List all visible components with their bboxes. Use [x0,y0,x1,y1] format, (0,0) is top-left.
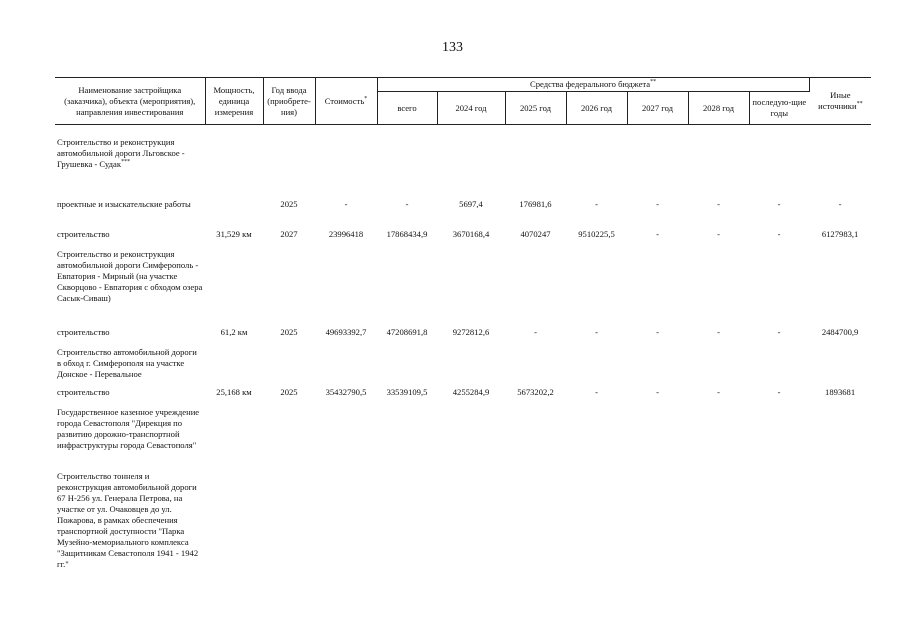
cell-capacity [205,193,263,223]
cell-total: 17868434,9 [386,229,428,239]
cell-y2026 [566,465,627,591]
cell-other [809,125,871,194]
cell-y2027: - [656,229,659,239]
col-header-2026: 2026 год [566,92,627,125]
row-name-cell [55,125,205,194]
cell-total [377,401,437,465]
other-label: Иные источники [818,90,857,111]
cell-total [377,125,437,194]
cell-y2024 [437,341,505,381]
cell-year: 2027 [280,229,298,239]
cell-y2024 [437,243,505,321]
cell-y2024: 5697,4 [459,199,483,209]
col-header-other-sources [809,78,871,125]
row-name: Строительство и реконструкция автомобильной дороги Льговское - Грушевка - Судак [57,137,185,169]
row-name: Строительство автомобильной дороги в обход г. Симферополя на участке Донское - Перевальное [57,347,197,379]
other-footnote-mark: ** [856,101,863,108]
table-row [55,243,871,321]
cell-total: 47208691,8 [386,327,428,337]
cell-y2025: 4070247 [520,229,551,239]
cost-footnote-mark: * [364,95,368,102]
table-row [55,465,871,591]
cell-capacity [205,465,263,591]
cell-other: - [838,199,842,209]
row-name-cell [55,465,205,591]
cell-y2025 [505,401,566,465]
col-header-cost [315,78,377,125]
cell-y2027 [627,341,688,381]
cell-y2028 [688,125,749,194]
row-name-cell [55,401,205,465]
cell-total [377,243,437,321]
cell-other: 1893681 [825,387,856,397]
row-name-cell [55,381,205,401]
cell-other [809,243,871,321]
col-header-2024: 2024 год [437,92,505,125]
cell-year [263,341,315,381]
col-header-capacity: Мощность, единица измерения [205,78,263,125]
cell-year [263,465,315,591]
federal-label: Средства федерального бюджета [529,79,651,89]
cell-later [749,243,809,321]
col-header-federal-budget [377,78,809,92]
cell-y2027: - [656,387,659,397]
investment-table [55,77,871,591]
cell-y2028: - [717,327,720,337]
cell-y2028: - [717,199,720,209]
cell-y2026 [566,341,627,381]
cell-y2024 [437,125,505,194]
cell-y2027 [627,465,688,591]
row-name-cell [55,321,205,341]
cell-y2028 [688,401,749,465]
cell-year: 2025 [280,199,298,209]
cell-capacity: 31,529 км [216,229,252,239]
col-header-2025: 2025 год [505,92,566,125]
cell-cost [315,341,377,381]
table-row [55,321,871,341]
cell-capacity: 61,2 км [220,327,248,337]
cell-other: 2484700,9 [821,327,859,337]
cell-cost [315,243,377,321]
cell-y2025 [505,341,566,381]
cell-cost [315,401,377,465]
cell-cost [315,465,377,591]
row-name-cell [55,193,205,223]
cell-later: - [777,229,781,239]
cell-y2027 [627,125,688,194]
cell-cost: 35432790,5 [325,387,367,397]
cell-cost: 23996418 [328,229,364,239]
table-row [55,401,871,465]
cell-y2028: - [717,229,720,239]
cell-y2026 [566,243,627,321]
row-name-cell [55,243,205,321]
row-name: строительство [57,229,110,239]
cell-y2025 [505,465,566,591]
cell-capacity [205,243,263,321]
cell-capacity [205,341,263,381]
cell-y2024 [437,465,505,591]
cell-capacity: 25,168 км [216,387,252,397]
cell-year: 2025 [280,327,298,337]
cell-other: 6127983,1 [821,229,859,239]
table-row [55,381,871,401]
table-row [55,193,871,223]
cell-y2024 [437,401,505,465]
cell-cost: 49693392,7 [325,327,367,337]
cell-year [263,125,315,194]
row-name: Строительство и реконструкция автомобильной дороги Симферополь - Евпатория - Мирный (на участке Скворцово - Евпатория с обходом озера Сасык-Сиваш) [57,249,203,303]
cell-later [749,465,809,591]
row-name-cell [55,223,205,243]
table-body [55,125,871,592]
col-header-2027: 2027 год [627,92,688,125]
cell-total [377,341,437,381]
cell-year: 2025 [280,387,298,397]
cell-y2028: - [717,387,720,397]
cell-y2027 [627,401,688,465]
col-header-later-years: последую-щие годы [749,92,809,125]
cell-y2028 [688,243,749,321]
col-header-name: Наименование застройщика (заказчика), объекта (мероприятия), направления инвестирования [55,78,205,125]
cell-y2027: - [656,327,659,337]
table-row [55,125,871,194]
cell-later: - [777,387,781,397]
cell-y2025 [505,243,566,321]
cell-y2024: 3670168,4 [452,229,490,239]
cell-total: 33539109,5 [386,387,428,397]
col-header-2028: 2028 год [688,92,749,125]
table-row [55,341,871,381]
cell-y2024: 4255284,9 [452,387,490,397]
cell-y2026: - [595,199,598,209]
cell-y2027 [627,243,688,321]
row-footnote-mark: *** [121,159,131,166]
row-name: проектные и изыскательские работы [57,199,191,209]
cell-y2025: 5673202,2 [517,387,554,397]
cell-later [749,341,809,381]
row-name: строительство [57,327,110,337]
cell-y2026: - [595,327,598,337]
cell-later: - [777,327,781,337]
row-name: Строительство тоннеля и реконструкция автомобильной дороги 67 Н-256 ул. Генерала Петрова, на участке от ул. Очаковцев до ул. Пожарова, в рамках обеспечения транспортной доступности "Парка Музейно-мемориального комплекса "Защитникам Севастополя 1941 - 1942 гг." [57,471,199,569]
cell-capacity [205,401,263,465]
cell-y2026 [566,401,627,465]
cell-later [749,125,809,194]
row-name-cell [55,341,205,381]
cell-later: - [777,199,781,209]
cell-capacity [205,125,263,194]
page-number: 133 [442,40,463,55]
cell-y2025 [505,125,566,194]
cell-y2026: 9510225,5 [578,229,615,239]
cell-other [809,341,871,381]
cell-y2024: 9272812,6 [452,327,490,337]
federal-footnote-mark: ** [650,79,657,86]
cell-year [263,243,315,321]
cell-cost: - [344,199,348,209]
cell-y2026: - [595,387,598,397]
cell-other [809,401,871,465]
row-name: Государственное казенное учреждение города Севастополя "Дирекция по развитию дорожно-транспортной инфраструктуры города Севастополя" [57,407,200,450]
cell-later [749,401,809,465]
cell-y2025: - [534,327,537,337]
cell-y2028 [688,341,749,381]
cell-total [377,465,437,591]
col-header-year: Год ввода (приобрете-ния) [263,78,315,125]
cell-y2028 [688,465,749,591]
cell-cost [315,125,377,194]
row-name: строительство [57,387,110,397]
cell-total: - [405,199,409,209]
cost-label: Стоимость [324,95,365,106]
col-header-total: всего [377,92,437,125]
table-row [55,223,871,243]
cell-y2027: - [656,199,659,209]
cell-y2026 [566,125,627,194]
cell-y2025: 176981,6 [519,199,552,209]
cell-other [809,465,871,591]
cell-year [263,401,315,465]
